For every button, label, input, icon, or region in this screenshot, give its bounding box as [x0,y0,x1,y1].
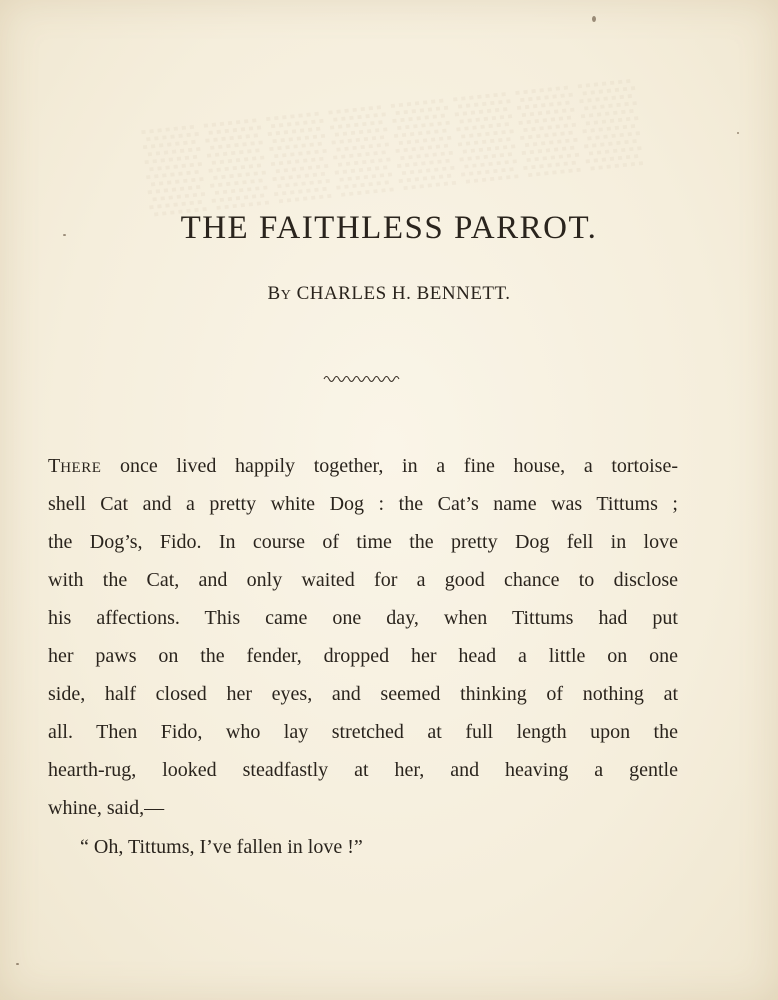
paragraph-line: shell Cat and a pretty white Dog : the Cat’s name was Tittums ; [48,493,678,515]
paper-speck [16,963,19,965]
dialogue-quote: “ Oh, Tittums, I’ve fallen in love !” [80,836,363,858]
paper-speck [592,16,596,22]
wavy-rule-ornament [322,372,402,386]
paragraph-line: hearth-rug, looked steadfastly at her, and heaving a gentle [48,759,678,781]
paragraph-line: the Dog’s, Fido. In course of time the pretty Dog fell in love [48,531,678,553]
author-byline [0,283,778,305]
byline-author: CHARLES H. BENNETT. [296,283,511,304]
paragraph-line: side, half closed her eyes, and seemed thinking of nothing at [48,683,678,705]
paragraph-line: her paws on the fender, dropped her head a little on one [48,645,678,667]
byline-by-rest: Y [280,288,292,303]
bleed-through-text: ▒▒▒▒▒▒▒▒ [135,75,643,215]
paper-speck [737,132,739,134]
byline-by-initial: B [267,283,281,304]
paragraph-line: with the Cat, and only waited for a good chance to disclose [48,569,678,591]
paragraph-line: THERE once lived happily together, in a fine house, a tortoise- [48,455,678,477]
story-paragraph [48,447,678,827]
smallcaps-word: HERE [60,460,102,476]
paper-speck [63,234,66,236]
paragraph-line: his affections. This came one day, when Tittums had put [48,607,678,629]
page-title: THE FAITHLESS PARROT. [180,210,598,246]
dropcap-initial: T [48,455,61,477]
paragraph-line: all. Then Fido, who lay stretched at full length upon the [48,721,678,743]
paragraph-line: whine, said,— [48,797,165,819]
